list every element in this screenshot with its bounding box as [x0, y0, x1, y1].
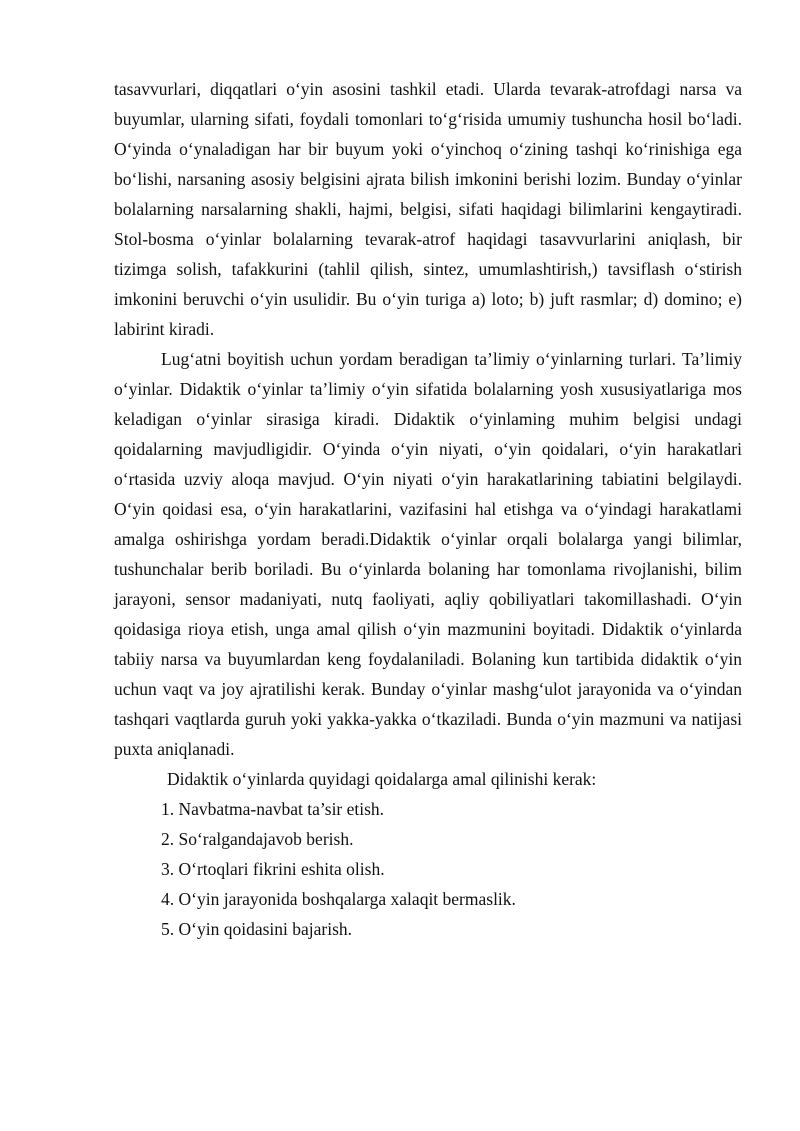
list-item: 2. So‘ralgandajavob berish.	[161, 829, 354, 849]
list-item: 3. O‘rtoqlari fikrini eshita olish.	[161, 859, 385, 879]
list-item: 4. O‘yin jarayonida boshqalarga xalaqit bermaslik.	[161, 889, 516, 909]
body-paragraph-2: Lug‘atni boyitish uchun yordam beradigan ta’limiy o‘yinlarning turlari. Ta’limiy o‘yinlar. Didaktik o‘yinlar ta’limiy o‘yin sifatida bolalarning yosh xususiyatlariga mos keladigan o‘yinlar sirasiga kiradi. Didaktik o‘yinlaming muhim belgisi undagi qoidalarning mavjudligidir. O‘yinda o‘yin niyati, o‘yin qoidalari, o‘yin harakatlari o‘rtasida uzviy aloqa mavjud. O‘yin niyati o‘yin harakatlarining tabiatini belgilaydi. O‘yin qoidasi esa, o‘yin harakatlarini, vazifasini hal etishga va o‘yindagi harakatlami amalga oshirishga yordam beradi.Didaktik o‘yinlar orqali bolalarga yangi bilimlar, tushunchalar berib boriladi. Bu o‘yinlarda bolaning har tomonlama rivojlanishi, bilim jarayoni, sensor madaniyati, nutq faoliyati, aqliy qobiliyatlari takomillashadi. O‘yin qoidasiga rioya etish, unga amal qilish o‘yin mazmunini boyitadi. Didaktik o‘yinlarda tabiiy narsa va buyumlardan keng foydalaniladi. Bolaning kun tartibida didaktik o‘yin uchun vaqt va joy ajratilishi kerak. Bunday o‘yinlar mashg‘ulot jarayonida va o‘yindan tashqari vaqtlarda guruh yoki yakka-yakka o‘tkaziladi. Bunda o‘yin mazmuni va natijasi puxta aniqlanadi.	[114, 349, 742, 759]
list-item: 5. O‘yin qoidasini bajarish.	[161, 919, 353, 939]
rules-intro: Didaktik o‘yinlarda quyidagi qoidalarga amal qilinishi kerak:	[167, 769, 597, 789]
list-item: 1. Navbatma-navbat ta’sir etish.	[161, 799, 385, 819]
rules-list	[114, 794, 742, 944]
body-paragraph-1: tasavvurlari, diqqatlari o‘yin asosini tashkil etadi. Ularda tevarak-atrofdagi narsa va buyumlar, ularning sifati, foydali tomonlari to‘g‘risida umumiy tushuncha hosil bo‘ladi. O‘yinda o‘ynaladigan har bir buyum yoki o‘yinchoq o‘zining tashqi ko‘rinishiga ega bo‘lishi, narsaning asosiy belgisini ajrata bilish imkonini berishi lozim. Bunday o‘yinlar bolalarning narsalarning shakli, hajmi, belgisi, sifati haqidagi bilimlarini kengaytiradi. Stol-bosma o‘yinlar bolalarning tevarak-atrof haqidagi tasavvurlarini aniqlash, bir tizimga solish, tafakkurini (tahlil qilish, sintez, umumlashtirish,) tavsiflash o‘stirish imkonini beruvchi o‘yin usulidir. Bu o‘yin turiga a) loto; b) juft rasmlar; d) domino; e) labirint kiradi.	[114, 79, 742, 339]
document-page	[114, 74, 742, 944]
